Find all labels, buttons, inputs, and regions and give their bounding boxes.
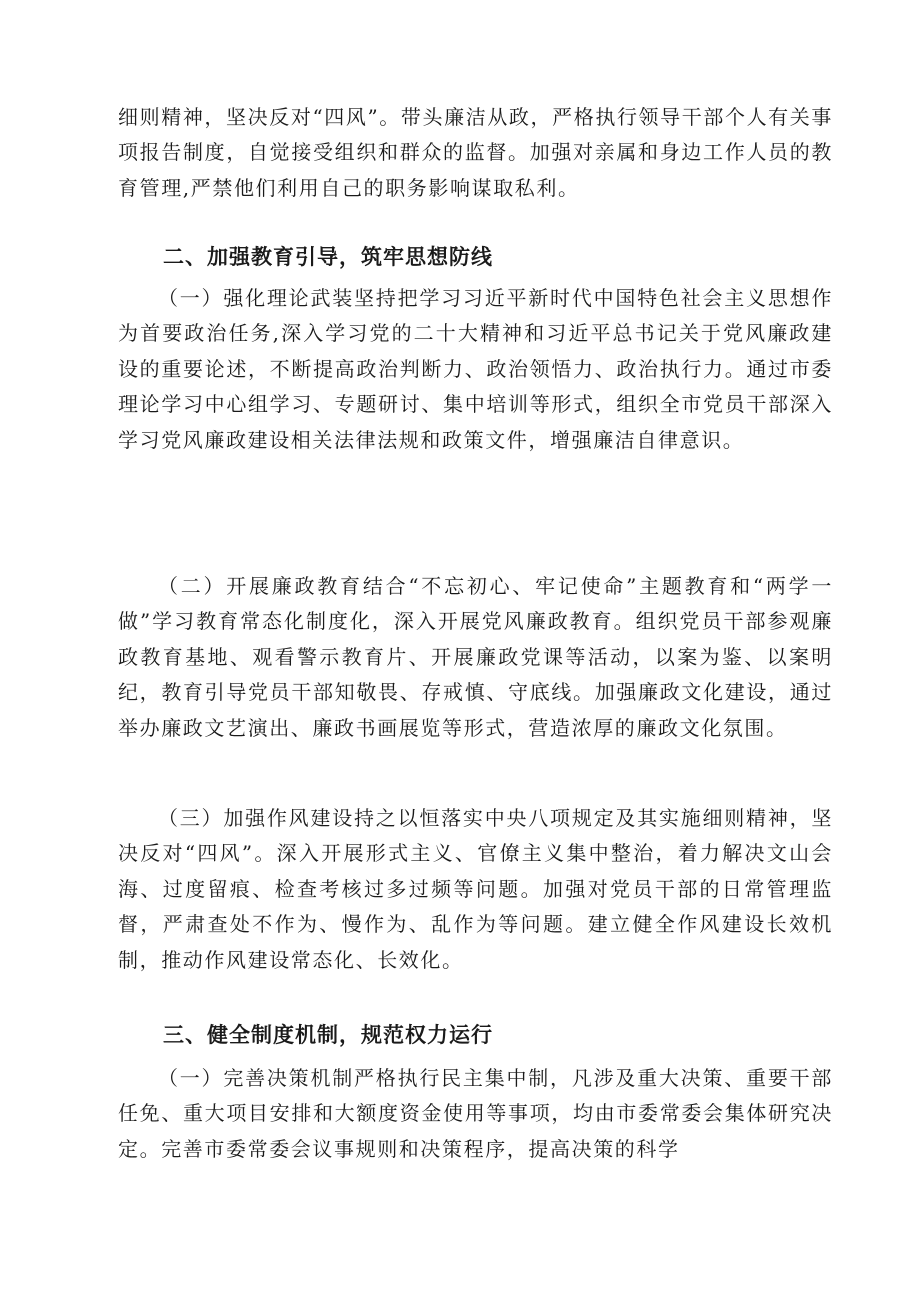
paragraph-continuation: 细则精神，坚决反对“四风”。带头廉洁从政，严格执行领导干部个人有关事项报告制度，自觉接受组织和群众的监督。加强对亲属和身边工作人员的教育管理,严禁他们利用自己的职务影响谋取私利。: [118, 105, 833, 200]
paragraph-integrity-education: （二）开展廉政教育结合“不忘初心、牢记使命”主题教育和“两学一做”学习教育常态化制度化，深入开展党风廉政教育。组织党员干部参观廉政教育基地、观看警示教育片、开展廉政党课等活动，以案为鉴、以案明纪，教育引导党员干部知敬畏、存戒慎、守底线。加强廉政文化建设，通过举办廉政文艺演出、廉政书画展览等形式，营造浓厚的廉政文化氛围。: [118, 574, 833, 740]
section-heading-2: 二、加强教育引导，筑牢思想防线: [163, 245, 493, 269]
paragraph-work-style: （三）加强作风建设持之以恒落实中央八项规定及其实施细则精神，坚决反对“四风”。深入开展形式主义、官僚主义集中整治，着力解决文山会海、过度留痕、检查考核过多过频等问题。加强对党员干部的日常管理监督，严肃查处不作为、慢作为、乱作为等问题。建立健全作风建设长效机制，推动作风建设常态化、长效化。: [118, 806, 833, 972]
section-heading-3: 三、健全制度机制，规范权力运行: [163, 1023, 493, 1047]
paragraph-decision-mechanism: （一）完善决策机制严格执行民主集中制，凡涉及重大决策、重要干部任免、重大项目安排和大额度资金使用等事项，均由市委常委会集体研究决定。完善市委常委会议事规则和决策程序，提高决策的科学: [118, 1066, 833, 1161]
paragraph-theory-study: （一）强化理论武装坚持把学习习近平新时代中国特色社会主义思想作为首要政治任务,深入学习党的二十大精神和习近平总书记关于党风廉政建设的重要论述，不断提高政治判断力、政治领悟力、政治执行力。通过市委理论学习中心组学习、专题研讨、集中培训等形式，组织全市党员干部深入学习党风廉政建设相关法律法规和政策文件，增强廉洁自律意识。: [118, 286, 833, 452]
